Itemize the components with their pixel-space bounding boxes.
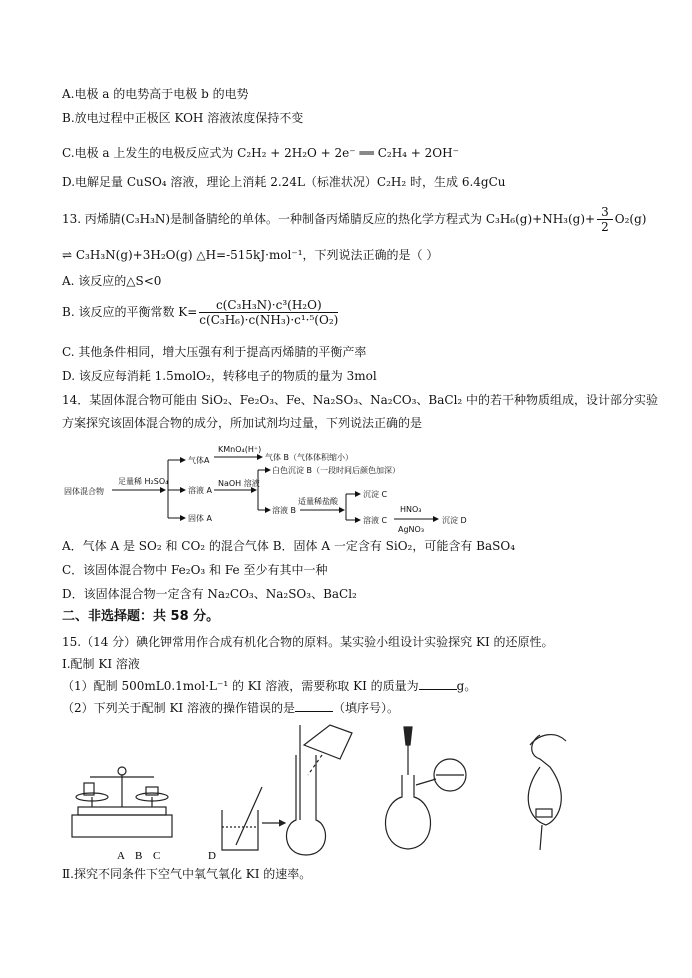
q13-option-a: A. 该反应的△S<0 [62, 274, 162, 288]
q15-sub1-text: （1）配制 500mL0.1mol·L⁻¹ 的 KI 溶液，需要称取 KI 的质量为 [62, 679, 419, 693]
flow-solution-b: 溶液 B [272, 506, 297, 515]
flow-ppt-d: 沉淀 D [442, 516, 467, 525]
q15-apparatus-figure [0, 715, 692, 865]
flow-start: 固体混合物 [64, 487, 104, 496]
q13-option-b-prefix: B. 该反应的平衡常数 K= [62, 305, 198, 319]
q12-option-d: D.电解足量 CuSO₄ 溶液，理论上消耗 2.24L（标准状况）C₂H₂ 时，生成 6.4gCu [62, 175, 506, 189]
q14-flowchart [0, 438, 692, 548]
q15-subquestion-2 [62, 700, 399, 716]
flow-gas-a: 气体A [188, 456, 210, 465]
q14-option-d: D．该固体混合物一定含有 Na₂CO₃、Na₂SO₃、BaCl₂ [62, 587, 357, 601]
flow-solution-c: 溶液 C [363, 516, 388, 525]
q15-sub2-tail: （填序号）。 [332, 701, 399, 715]
flow-solution-a: 溶液 A [188, 486, 213, 495]
flow-reagent-1: 足量稀 H₂SO₄ [118, 477, 169, 486]
q15-part-1: Ⅰ.配制 KI 溶液 [62, 657, 140, 671]
q15-subquestion-1 [62, 678, 476, 694]
q15-part-2: Ⅱ.探究不同条件下空气中氧气氧化 KI 的速率。 [62, 867, 312, 881]
flow-kmno4: KMnO₄(H⁺) [218, 445, 262, 454]
balance-illustration [72, 767, 172, 837]
q13-frac-den: 2 [601, 220, 609, 234]
flow-hno3: HNO₃ [400, 505, 422, 514]
q15-sub2-text: （2）下列关于配制 KI 溶液的操作错误的是 [62, 701, 295, 715]
flow-gas-b: 气体 B（气体体积缩小） [265, 453, 354, 462]
figure-label-b: B [135, 850, 143, 862]
q15-sub1-unit: g。 [456, 679, 477, 693]
flow-ppt-c: 沉淀 C [363, 490, 388, 499]
flow-agno3: AgNO₃ [398, 525, 425, 534]
q12-option-a: A.电极 a 的电势高于电极 b 的电势 [62, 87, 249, 101]
section-2-heading: 二、非选择题：共 58 分。 [62, 609, 220, 624]
beaker-illustration [222, 787, 285, 850]
q14-stem-line-1: 14．某固体混合物可能由 SiO₂、Fe₂O₃、Fe、Na₂SO₃、Na₂CO₃、BaCl₂ 中的若干种物质组成，设计部分实验 [62, 393, 659, 407]
volumetric-flask-illustration [287, 725, 352, 855]
q15-stem: 15.（14 分）碘化钾常用作合成有机化合物的原料。某实验小组设计实验探究 KI 的还原性。 [62, 635, 554, 649]
q13-option-d: D. 该反应每消耗 1.5molO₂，转移电子的物质的量为 3mol [62, 369, 377, 383]
q13-k-den: c(C₃H₆)·c(NH₃)·c¹·⁵(O₂) [199, 313, 339, 327]
figure-label-c: C [153, 850, 161, 862]
q13-frac-num: 3 [597, 205, 613, 220]
q13-stem-line-2: ⇌ C₃H₃N(g)+3H₂O(g) △H=-515kJ·mol⁻¹，下列说法正确的是（ ） [62, 248, 439, 262]
q13-k-num: c(C₃H₃N)·c³(H₂O) [199, 298, 338, 313]
flow-solid-a: 固体 A [188, 514, 213, 523]
q13-stem-text: 13. 丙烯腈(C₃H₃N)是制备腈纶的单体。一种制备丙烯腈反应的热化学方程式为 C₃H₆(g)+NH₃(g)+ [62, 212, 596, 226]
flask-dropper-illustration [385, 727, 466, 849]
q14-stem-line-2: 方案探究该固体混合物的成分，所加试剂均过量，下列说法正确的是 [62, 416, 423, 430]
q12-option-c: C.电极 a 上发生的电极反应式为 C₂H₂ + 2H₂O + 2e⁻ ══ C₂H₄ + 2OH⁻ [62, 146, 459, 160]
q14-options-ab: A．气体 A 是 SO₂ 和 CO₂ 的混合气体 B．固体 A 一定含有 SiO₂，可能含有 BaSO₄ [62, 539, 516, 553]
separatory-funnel-illustration [528, 735, 566, 850]
q13-option-b [62, 298, 340, 327]
q13-k-fraction [199, 298, 338, 327]
figure-label-a: A [117, 850, 125, 862]
figure-label-d: D [208, 850, 216, 862]
q15-answer-blank-2[interactable] [295, 700, 333, 712]
flow-reagent-3: 适量稀盐酸 [298, 497, 338, 506]
q13-stem-tail: O₂(g) [614, 212, 647, 226]
flow-naoh: NaOH 溶液 [218, 479, 260, 488]
q14-option-c: C．该固体混合物中 Fe₂O₃ 和 Fe 至少有其中一种 [62, 563, 328, 577]
q15-answer-blank-1[interactable] [419, 678, 457, 690]
flow-ppt-b: 白色沉淀 B（一段时间后颜色加深） [272, 466, 401, 475]
q13-fraction [597, 205, 613, 234]
q13-stem-line-1 [62, 205, 646, 234]
q13-option-c: C. 其他条件相同，增大压强有利于提高丙烯腈的平衡产率 [62, 345, 367, 359]
q12-option-b: B.放电过程中正极区 KOH 溶液浓度保持不变 [62, 111, 304, 125]
